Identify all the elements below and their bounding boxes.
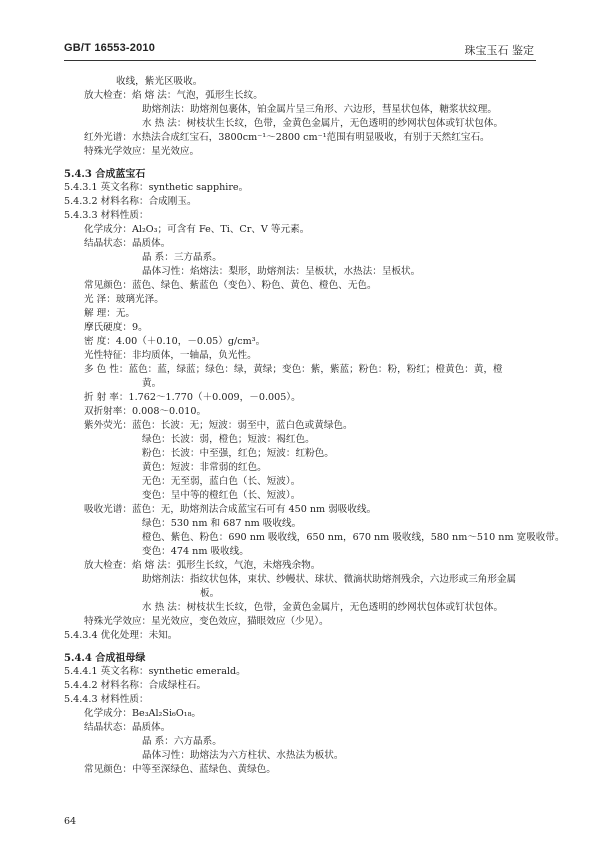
clause-line: 5.4.3.1 英文名称：synthetic sapphire。 [64,182,249,193]
text-line: 结晶状态：晶质体。 [84,722,171,733]
text-line: 变色：呈中等的橙红色（长、短波）。 [142,490,301,501]
page-number: 64 [64,816,77,827]
clause-line: 5.4.3.3 材料性质： [64,210,149,221]
text-line: 化学成分：Al₂O₃；可含有 Fe、Ti、Cr、V 等元素。 [84,224,310,235]
text-line: 多 色 性：蓝色：蓝，绿蓝；绿色：绿，黄绿；变色：紫，紫蓝；粉色：粉，粉红；橙黄色：黄，橙 [84,364,503,375]
text-line: 光 泽：玻璃光泽。 [84,294,164,305]
text-line: 红外光谱：水热法合成红宝石，3800cm⁻¹～2800 cm⁻¹范围有明显吸收，有别于天然红宝石。 [84,132,490,143]
text-line: 板。 [200,588,220,599]
clause-line: 5.4.4.3 材料性质： [64,694,149,705]
header-title: 珠宝玉石 鉴定 [464,44,534,57]
clause-line: 5.4.3.2 材料名称：合成刚玉。 [64,196,197,207]
text-line: 粉色：长波：中至强，红色；短波：红粉色。 [142,448,334,459]
text-line: 助熔剂法：指纹状包体，束状、纱幔状、球状、微滴状助熔剂残余，六边形或三角形金属 [142,574,517,585]
text-line: 摩氏硬度：9。 [84,322,148,333]
text-line: 密 度：4.00（＋0.10，－0.05）g/cm³。 [84,336,266,347]
text-line: 橙色、紫色、粉色：690 nm 吸收线，650 nm，670 nm 吸收线，580 nm～510 nm 宽吸收带。 [142,532,565,543]
text-line: 解 理：无。 [84,308,136,319]
text-line: 光性特征：非均质体，一轴晶，负光性。 [84,350,257,361]
section-heading: 5.4.3 合成蓝宝石 [64,169,146,180]
text-line: 助熔剂法：助熔剂包裹体，铂金属片呈三角形、六边形，彗星状包体，糖浆状纹理。 [142,104,497,115]
text-line: 晶 系：三方晶系。 [142,252,222,263]
text-line: 水 热 法：树枝状生长纹，色带，金黄色金属片，无色透明的纱网状包体或钉状包体。 [142,602,504,613]
text-line: 化学成分：Be₃Al₂Si₆O₁₈。 [84,708,202,719]
text-line: 晶 系：六方晶系。 [142,736,222,747]
header-rule [64,60,536,61]
text-line: 放大检查：焰 熔 法：气泡，弧形生长纹。 [84,90,263,101]
section-heading: 5.4.4 合成祖母绿 [64,653,146,664]
text-line: 常见颜色：中等至深绿色、蓝绿色、黄绿色。 [84,764,276,775]
text-line: 常见颜色：蓝色、绿色、紫蓝色（变色）、粉色、黄色、橙色、无色。 [84,280,377,291]
text-line: 晶体习性：焰熔法：梨形，助熔剂法：呈板状，水热法：呈板状。 [142,266,421,277]
clause-line: 5.4.3.4 优化处理：未知。 [64,630,178,641]
text-line: 双折射率：0.008～0.010。 [84,406,207,417]
text-line: 水 热 法：树枝状生长纹，色带，金黄色金属片，无色透明的纱网状包体或钉状包体。 [142,118,504,129]
standard-number: GB/T 16553-2010 [64,42,156,54]
clause-line: 5.4.4.1 英文名称：synthetic emerald。 [64,666,246,677]
text-line: 绿色：长波：弱，橙色；短波：褐红色。 [142,434,315,445]
text-line: 结晶状态：晶质体。 [84,238,171,249]
text-line: 黄。 [142,378,162,389]
text-line: 折 射 率：1.762～1.770（＋0.009，－0.005）。 [84,392,301,403]
clause-line: 5.4.4.2 材料名称：合成绿柱石。 [64,680,207,691]
text-line: 吸收光谱：蓝色：无，助熔剂法合成蓝宝石可有 450 nm 弱吸收线。 [84,504,377,515]
text-line: 变色：474 nm 吸收线。 [142,546,249,557]
text-line: 无色：无至弱，蓝白色（长、短波）。 [142,476,301,487]
text-line: 特殊光学效应：星光效应。 [84,146,200,157]
text-line: 黄色：短波：非常弱的红色。 [142,462,267,473]
text-line: 绿色：530 nm 和 687 nm 吸收线。 [142,518,302,529]
text-line: 收线，紫光区吸收。 [116,76,203,87]
text-line: 特殊光学效应：星光效应，变色效应，猫眼效应（少见）。 [84,616,329,627]
text-line: 紫外荧光：蓝色：长波：无；短波：弱至中，蓝白色或黄绿色。 [84,420,353,431]
text-line: 晶体习性：助熔法为六方柱状、水热法为板状。 [142,750,344,761]
text-line: 放大检查：焰 熔 法：弧形生长纹，气泡，未熔残余物。 [84,560,321,571]
